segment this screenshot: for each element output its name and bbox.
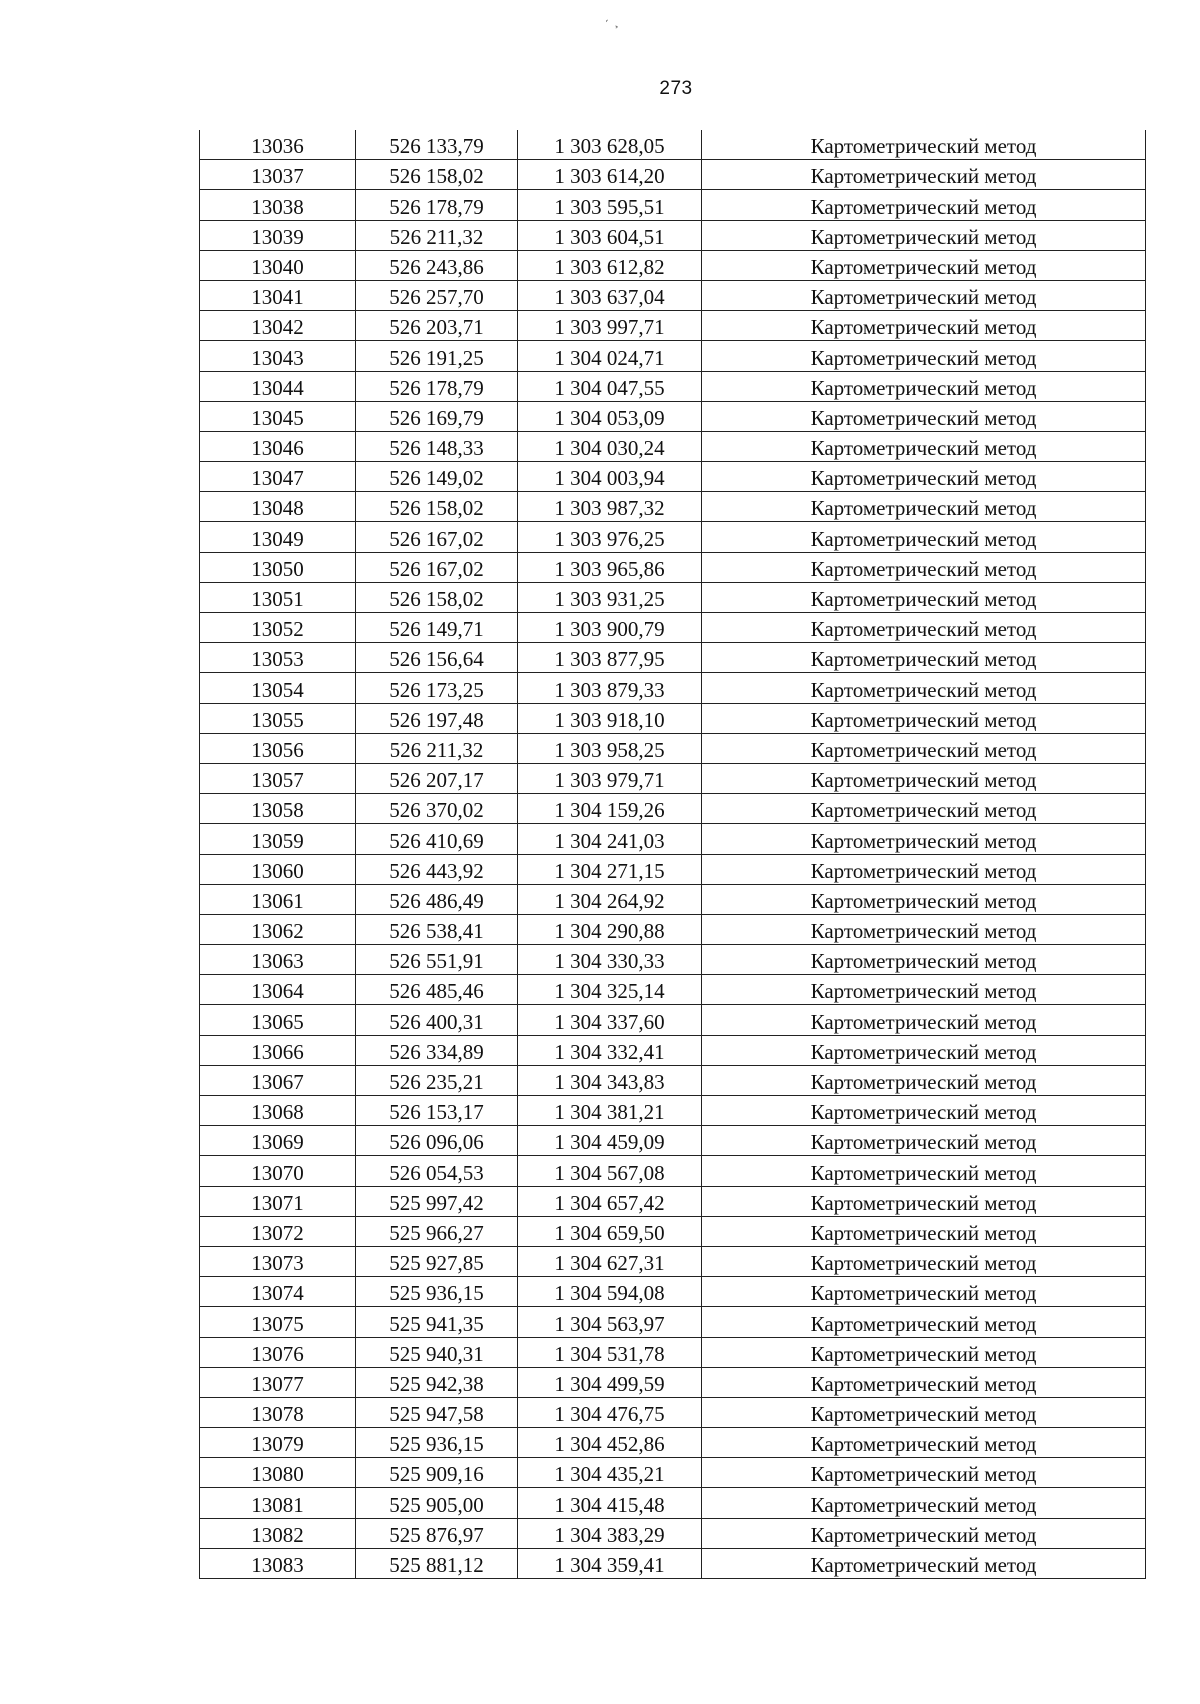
x-coordinate-cell: 526 191,25 <box>356 341 518 371</box>
method-cell: Картометрический метод <box>702 733 1146 763</box>
x-coordinate-cell: 526 178,79 <box>356 190 518 220</box>
table-row <box>200 280 1146 310</box>
x-coordinate-cell: 526 334,89 <box>356 1035 518 1065</box>
y-coordinate-cell: 1 303 612,82 <box>518 250 702 280</box>
table-row <box>200 1548 1146 1578</box>
table-row <box>200 673 1146 703</box>
y-coordinate-cell: 1 303 628,05 <box>518 130 702 160</box>
x-coordinate-cell: 526 148,33 <box>356 431 518 461</box>
point-number-cell: 13067 <box>200 1065 356 1095</box>
y-coordinate-cell: 1 304 499,59 <box>518 1367 702 1397</box>
table-row <box>200 884 1146 914</box>
point-number-cell: 13075 <box>200 1307 356 1337</box>
y-coordinate-cell: 1 304 325,14 <box>518 975 702 1005</box>
point-number-cell: 13040 <box>200 250 356 280</box>
point-number-cell: 13065 <box>200 1005 356 1035</box>
point-number-cell: 13048 <box>200 492 356 522</box>
method-cell: Картометрический метод <box>702 1246 1146 1276</box>
table-row <box>200 1065 1146 1095</box>
point-number-cell: 13041 <box>200 280 356 310</box>
method-cell: Картометрический метод <box>702 1518 1146 1548</box>
x-coordinate-cell: 526 211,32 <box>356 733 518 763</box>
x-coordinate-cell: 525 909,16 <box>356 1458 518 1488</box>
x-coordinate-cell: 525 940,31 <box>356 1337 518 1367</box>
table-row <box>200 1488 1146 1518</box>
method-cell: Картометрический метод <box>702 1428 1146 1458</box>
y-coordinate-cell: 1 304 657,42 <box>518 1186 702 1216</box>
y-coordinate-cell: 1 304 531,78 <box>518 1337 702 1367</box>
method-cell: Картометрический метод <box>702 1307 1146 1337</box>
x-coordinate-cell: 526 211,32 <box>356 220 518 250</box>
y-coordinate-cell: 1 304 594,08 <box>518 1277 702 1307</box>
y-coordinate-cell: 1 304 332,41 <box>518 1035 702 1065</box>
method-cell: Картометрический метод <box>702 824 1146 854</box>
y-coordinate-cell: 1 304 383,29 <box>518 1518 702 1548</box>
method-cell: Картометрический метод <box>702 1337 1146 1367</box>
x-coordinate-cell: 526 054,53 <box>356 1156 518 1186</box>
method-cell: Картометрический метод <box>702 130 1146 160</box>
y-coordinate-cell: 1 303 976,25 <box>518 522 702 552</box>
point-number-cell: 13044 <box>200 371 356 401</box>
method-cell: Картометрический метод <box>702 975 1146 1005</box>
scan-marks: ´ ¸ <box>603 14 619 32</box>
y-coordinate-cell: 1 304 567,08 <box>518 1156 702 1186</box>
x-coordinate-cell: 525 966,27 <box>356 1216 518 1246</box>
table-row <box>200 311 1146 341</box>
point-number-cell: 13070 <box>200 1156 356 1186</box>
y-coordinate-cell: 1 303 637,04 <box>518 280 702 310</box>
table-row <box>200 824 1146 854</box>
point-number-cell: 13062 <box>200 914 356 944</box>
table-row <box>200 130 1146 160</box>
y-coordinate-cell: 1 304 359,41 <box>518 1548 702 1578</box>
table-row <box>200 945 1146 975</box>
method-cell: Картометрический метод <box>702 854 1146 884</box>
point-number-cell: 13073 <box>200 1246 356 1276</box>
method-cell: Картометрический метод <box>702 220 1146 250</box>
table-row <box>200 643 1146 673</box>
table-row <box>200 401 1146 431</box>
point-number-cell: 13045 <box>200 401 356 431</box>
y-coordinate-cell: 1 304 030,24 <box>518 431 702 461</box>
method-cell: Картометрический метод <box>702 280 1146 310</box>
method-cell: Картометрический метод <box>702 522 1146 552</box>
point-number-cell: 13057 <box>200 763 356 793</box>
table-row <box>200 431 1146 461</box>
y-coordinate-cell: 1 303 958,25 <box>518 733 702 763</box>
x-coordinate-cell: 525 997,42 <box>356 1186 518 1216</box>
table-row <box>200 794 1146 824</box>
x-coordinate-cell: 526 257,70 <box>356 280 518 310</box>
table-row <box>200 1126 1146 1156</box>
method-cell: Картометрический метод <box>702 1458 1146 1488</box>
table-row <box>200 160 1146 190</box>
table-row <box>200 341 1146 371</box>
x-coordinate-cell: 526 235,21 <box>356 1065 518 1095</box>
x-coordinate-cell: 526 203,71 <box>356 311 518 341</box>
x-coordinate-cell: 526 486,49 <box>356 884 518 914</box>
point-number-cell: 13047 <box>200 462 356 492</box>
method-cell: Картометрический метод <box>702 703 1146 733</box>
method-cell: Картометрический метод <box>702 582 1146 612</box>
method-cell: Картометрический метод <box>702 794 1146 824</box>
method-cell: Картометрический метод <box>702 250 1146 280</box>
table-row <box>200 522 1146 552</box>
y-coordinate-cell: 1 303 900,79 <box>518 613 702 643</box>
point-number-cell: 13069 <box>200 1126 356 1156</box>
table-row <box>200 1186 1146 1216</box>
x-coordinate-cell: 526 551,91 <box>356 945 518 975</box>
x-coordinate-cell: 525 876,97 <box>356 1518 518 1548</box>
x-coordinate-cell: 526 400,31 <box>356 1005 518 1035</box>
table-row <box>200 763 1146 793</box>
x-coordinate-cell: 525 905,00 <box>356 1488 518 1518</box>
y-coordinate-cell: 1 303 595,51 <box>518 190 702 220</box>
method-cell: Картометрический метод <box>702 552 1146 582</box>
table-row <box>200 703 1146 733</box>
y-coordinate-cell: 1 304 563,97 <box>518 1307 702 1337</box>
x-coordinate-cell: 526 443,92 <box>356 854 518 884</box>
method-cell: Картометрический метод <box>702 1277 1146 1307</box>
table-row <box>200 250 1146 280</box>
table-row <box>200 1337 1146 1367</box>
coordinates-table <box>199 130 1146 1579</box>
table-row <box>200 1216 1146 1246</box>
x-coordinate-cell: 526 167,02 <box>356 522 518 552</box>
y-coordinate-cell: 1 304 435,21 <box>518 1458 702 1488</box>
method-cell: Картометрический метод <box>702 643 1146 673</box>
x-coordinate-cell: 526 153,17 <box>356 1096 518 1126</box>
table-row <box>200 975 1146 1005</box>
method-cell: Картометрический метод <box>702 1548 1146 1578</box>
x-coordinate-cell: 526 197,48 <box>356 703 518 733</box>
table-row <box>200 1246 1146 1276</box>
point-number-cell: 13071 <box>200 1186 356 1216</box>
point-number-cell: 13059 <box>200 824 356 854</box>
point-number-cell: 13037 <box>200 160 356 190</box>
method-cell: Картометрический метод <box>702 1005 1146 1035</box>
table-row <box>200 371 1146 401</box>
method-cell: Картометрический метод <box>702 1488 1146 1518</box>
point-number-cell: 13046 <box>200 431 356 461</box>
y-coordinate-cell: 1 304 271,15 <box>518 854 702 884</box>
table-row <box>200 552 1146 582</box>
y-coordinate-cell: 1 304 337,60 <box>518 1005 702 1035</box>
table-row <box>200 1277 1146 1307</box>
point-number-cell: 13039 <box>200 220 356 250</box>
table-row <box>200 1035 1146 1065</box>
point-number-cell: 13050 <box>200 552 356 582</box>
method-cell: Картометрический метод <box>702 492 1146 522</box>
x-coordinate-cell: 526 169,79 <box>356 401 518 431</box>
y-coordinate-cell: 1 304 459,09 <box>518 1126 702 1156</box>
y-coordinate-cell: 1 303 979,71 <box>518 763 702 793</box>
y-coordinate-cell: 1 304 024,71 <box>518 341 702 371</box>
x-coordinate-cell: 526 149,71 <box>356 613 518 643</box>
x-coordinate-cell: 525 936,15 <box>356 1277 518 1307</box>
x-coordinate-cell: 526 173,25 <box>356 673 518 703</box>
x-coordinate-cell: 526 096,06 <box>356 1126 518 1156</box>
x-coordinate-cell: 525 941,35 <box>356 1307 518 1337</box>
point-number-cell: 13074 <box>200 1277 356 1307</box>
table-row <box>200 854 1146 884</box>
point-number-cell: 13038 <box>200 190 356 220</box>
x-coordinate-cell: 526 158,02 <box>356 582 518 612</box>
method-cell: Картометрический метод <box>702 673 1146 703</box>
y-coordinate-cell: 1 304 452,86 <box>518 1428 702 1458</box>
table-row <box>200 1307 1146 1337</box>
point-number-cell: 13049 <box>200 522 356 552</box>
table-row <box>200 462 1146 492</box>
point-number-cell: 13081 <box>200 1488 356 1518</box>
method-cell: Картометрический метод <box>702 190 1146 220</box>
y-coordinate-cell: 1 304 330,33 <box>518 945 702 975</box>
table-row <box>200 220 1146 250</box>
y-coordinate-cell: 1 304 264,92 <box>518 884 702 914</box>
coordinates-table-body <box>200 130 1146 1579</box>
point-number-cell: 13061 <box>200 884 356 914</box>
point-number-cell: 13043 <box>200 341 356 371</box>
x-coordinate-cell: 526 485,46 <box>356 975 518 1005</box>
table-row <box>200 1397 1146 1427</box>
x-coordinate-cell: 526 207,17 <box>356 763 518 793</box>
table-row <box>200 733 1146 763</box>
method-cell: Картометрический метод <box>702 1156 1146 1186</box>
table-row <box>200 1005 1146 1035</box>
method-cell: Картометрический метод <box>702 884 1146 914</box>
y-coordinate-cell: 1 304 047,55 <box>518 371 702 401</box>
method-cell: Картометрический метод <box>702 311 1146 341</box>
y-coordinate-cell: 1 303 987,32 <box>518 492 702 522</box>
y-coordinate-cell: 1 304 415,48 <box>518 1488 702 1518</box>
method-cell: Картометрический метод <box>702 1367 1146 1397</box>
y-coordinate-cell: 1 304 003,94 <box>518 462 702 492</box>
table-row <box>200 1518 1146 1548</box>
y-coordinate-cell: 1 304 241,03 <box>518 824 702 854</box>
method-cell: Картометрический метод <box>702 341 1146 371</box>
point-number-cell: 13042 <box>200 311 356 341</box>
y-coordinate-cell: 1 303 877,95 <box>518 643 702 673</box>
page-number: 273 <box>659 78 693 99</box>
point-number-cell: 13055 <box>200 703 356 733</box>
point-number-cell: 13052 <box>200 613 356 643</box>
method-cell: Картометрический метод <box>702 160 1146 190</box>
x-coordinate-cell: 525 936,15 <box>356 1428 518 1458</box>
point-number-cell: 13056 <box>200 733 356 763</box>
point-number-cell: 13054 <box>200 673 356 703</box>
y-coordinate-cell: 1 304 627,31 <box>518 1246 702 1276</box>
x-coordinate-cell: 526 370,02 <box>356 794 518 824</box>
point-number-cell: 13058 <box>200 794 356 824</box>
method-cell: Картометрический метод <box>702 763 1146 793</box>
point-number-cell: 13080 <box>200 1458 356 1488</box>
table-row <box>200 190 1146 220</box>
x-coordinate-cell: 526 158,02 <box>356 492 518 522</box>
y-coordinate-cell: 1 303 918,10 <box>518 703 702 733</box>
x-coordinate-cell: 525 881,12 <box>356 1548 518 1578</box>
point-number-cell: 13066 <box>200 1035 356 1065</box>
x-coordinate-cell: 526 158,02 <box>356 160 518 190</box>
x-coordinate-cell: 525 942,38 <box>356 1367 518 1397</box>
y-coordinate-cell: 1 304 659,50 <box>518 1216 702 1246</box>
method-cell: Картометрический метод <box>702 1126 1146 1156</box>
x-coordinate-cell: 525 947,58 <box>356 1397 518 1427</box>
method-cell: Картометрический метод <box>702 914 1146 944</box>
method-cell: Картометрический метод <box>702 431 1146 461</box>
x-coordinate-cell: 526 133,79 <box>356 130 518 160</box>
y-coordinate-cell: 1 303 965,86 <box>518 552 702 582</box>
x-coordinate-cell: 526 156,64 <box>356 643 518 673</box>
method-cell: Картометрический метод <box>702 945 1146 975</box>
y-coordinate-cell: 1 303 997,71 <box>518 311 702 341</box>
y-coordinate-cell: 1 303 931,25 <box>518 582 702 612</box>
method-cell: Картометрический метод <box>702 1216 1146 1246</box>
point-number-cell: 13063 <box>200 945 356 975</box>
method-cell: Картометрический метод <box>702 1065 1146 1095</box>
method-cell: Картометрический метод <box>702 462 1146 492</box>
point-number-cell: 13053 <box>200 643 356 673</box>
table-row <box>200 582 1146 612</box>
point-number-cell: 13079 <box>200 1428 356 1458</box>
table-row <box>200 492 1146 522</box>
x-coordinate-cell: 526 149,02 <box>356 462 518 492</box>
method-cell: Картометрический метод <box>702 401 1146 431</box>
y-coordinate-cell: 1 304 053,09 <box>518 401 702 431</box>
point-number-cell: 13036 <box>200 130 356 160</box>
point-number-cell: 13064 <box>200 975 356 1005</box>
x-coordinate-cell: 526 538,41 <box>356 914 518 944</box>
y-coordinate-cell: 1 304 159,26 <box>518 794 702 824</box>
method-cell: Картометрический метод <box>702 1096 1146 1126</box>
x-coordinate-cell: 526 167,02 <box>356 552 518 582</box>
y-coordinate-cell: 1 303 879,33 <box>518 673 702 703</box>
method-cell: Картометрический метод <box>702 1397 1146 1427</box>
method-cell: Картометрический метод <box>702 1186 1146 1216</box>
table-row <box>200 914 1146 944</box>
point-number-cell: 13078 <box>200 1397 356 1427</box>
x-coordinate-cell: 526 243,86 <box>356 250 518 280</box>
point-number-cell: 13072 <box>200 1216 356 1246</box>
point-number-cell: 13068 <box>200 1096 356 1126</box>
point-number-cell: 13051 <box>200 582 356 612</box>
table-row <box>200 1096 1146 1126</box>
method-cell: Картометрический метод <box>702 1035 1146 1065</box>
table-row <box>200 613 1146 643</box>
x-coordinate-cell: 526 178,79 <box>356 371 518 401</box>
x-coordinate-cell: 525 927,85 <box>356 1246 518 1276</box>
method-cell: Картометрический метод <box>702 371 1146 401</box>
y-coordinate-cell: 1 304 476,75 <box>518 1397 702 1427</box>
y-coordinate-cell: 1 303 604,51 <box>518 220 702 250</box>
point-number-cell: 13060 <box>200 854 356 884</box>
y-coordinate-cell: 1 303 614,20 <box>518 160 702 190</box>
y-coordinate-cell: 1 304 290,88 <box>518 914 702 944</box>
table-row <box>200 1458 1146 1488</box>
point-number-cell: 13082 <box>200 1518 356 1548</box>
point-number-cell: 13083 <box>200 1548 356 1578</box>
table-row <box>200 1428 1146 1458</box>
y-coordinate-cell: 1 304 381,21 <box>518 1096 702 1126</box>
point-number-cell: 13077 <box>200 1367 356 1397</box>
method-cell: Картометрический метод <box>702 613 1146 643</box>
table-row <box>200 1367 1146 1397</box>
point-number-cell: 13076 <box>200 1337 356 1367</box>
y-coordinate-cell: 1 304 343,83 <box>518 1065 702 1095</box>
x-coordinate-cell: 526 410,69 <box>356 824 518 854</box>
table-row <box>200 1156 1146 1186</box>
